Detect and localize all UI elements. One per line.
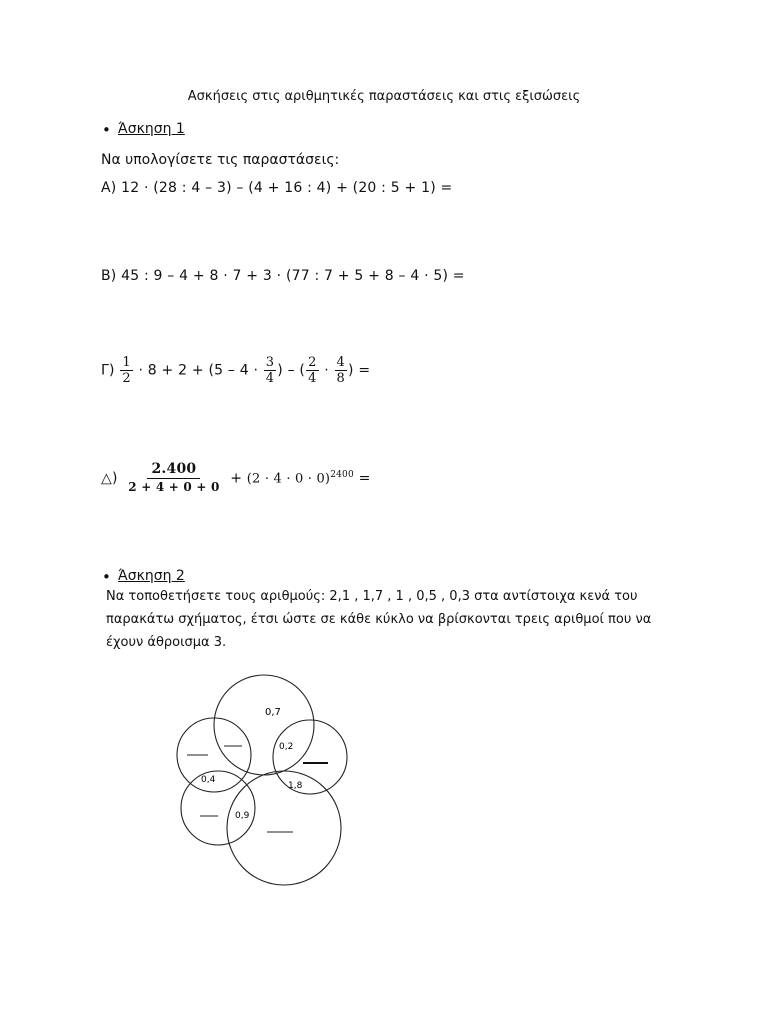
expression-d-equals: = xyxy=(358,470,371,487)
label-0-4: 0,4 xyxy=(201,775,216,785)
fraction-numerator: 4 xyxy=(336,355,346,370)
expression-d-plus: + xyxy=(230,470,243,487)
fraction-denominator: 2 xyxy=(122,371,131,386)
exercise-2-heading: Άσκηση 2 xyxy=(118,568,185,584)
fraction-numerator: 2.400 xyxy=(147,461,200,479)
expression-c-dot: · xyxy=(324,362,329,379)
circle-right xyxy=(273,720,347,794)
expression-c-part2: ) – ( xyxy=(277,362,306,379)
expression-c-part1: · 8 + 2 + (5 – 4 · xyxy=(138,362,259,379)
fraction-numerator: 1 xyxy=(122,355,131,370)
power-base: (2 · 4 · 0 · 0) xyxy=(246,471,331,487)
circle-top xyxy=(214,675,314,775)
expression-c-part3: ) = xyxy=(348,362,371,379)
fraction-denominator: 4 xyxy=(265,371,275,386)
exercise-2-line-2: παρακάτω σχήματος, έτσι ώστε σε κάθε κύκλο να βρίσκονται τρεις αριθμοί που να xyxy=(106,612,652,627)
fraction-numerator: 2 xyxy=(308,355,317,370)
fraction-denominator: 8 xyxy=(336,371,346,386)
label-1-8: 1,8 xyxy=(288,781,303,791)
expression-b: Β) 45 : 9 – 4 + 8 · 7 + 3 · (77 : 7 + 5 + 8 – 4 · 5) = xyxy=(101,268,465,284)
fraction-denominator: 4 xyxy=(308,371,317,386)
expression-a: Α) 12 · (28 : 4 – 3) – (4 + 16 : 4) + (20 : 5 + 1) = xyxy=(101,180,453,196)
page-title: Ασκήσεις στις αριθμητικές παραστάσεις και στις εξισώσεις xyxy=(187,89,581,104)
expression-c-label: Γ) xyxy=(101,362,115,379)
circle-bottom xyxy=(227,771,341,885)
bullet-2: • xyxy=(102,568,111,586)
exercise-1-heading: Άσκηση 1 xyxy=(118,121,185,137)
fraction-numerator: 3 xyxy=(265,355,275,370)
label-0-7: 0,7 xyxy=(265,707,281,718)
exercise-2-line-1: Να τοποθετήσετε τους αριθμούς: 2,1 , 1,7 , 1 , 0,5 , 0,3 στα αντίστοιχα κενά του xyxy=(106,589,638,604)
power-exponent: 2400 xyxy=(330,469,354,480)
label-0-9: 0,9 xyxy=(235,811,250,821)
circle-lower-left xyxy=(181,771,255,845)
expression-d-label: △) xyxy=(101,470,118,487)
fraction-denominator: 2 + 4 + 0 + 0 xyxy=(128,480,220,494)
exercise-2-line-3: έχουν άθροισμα 3. xyxy=(106,635,227,650)
exercise-1-instruction: Να υπολογίσετε τις παραστάσεις: xyxy=(101,152,340,168)
label-0-2: 0,2 xyxy=(279,742,294,752)
bullet-1: • xyxy=(102,121,111,139)
